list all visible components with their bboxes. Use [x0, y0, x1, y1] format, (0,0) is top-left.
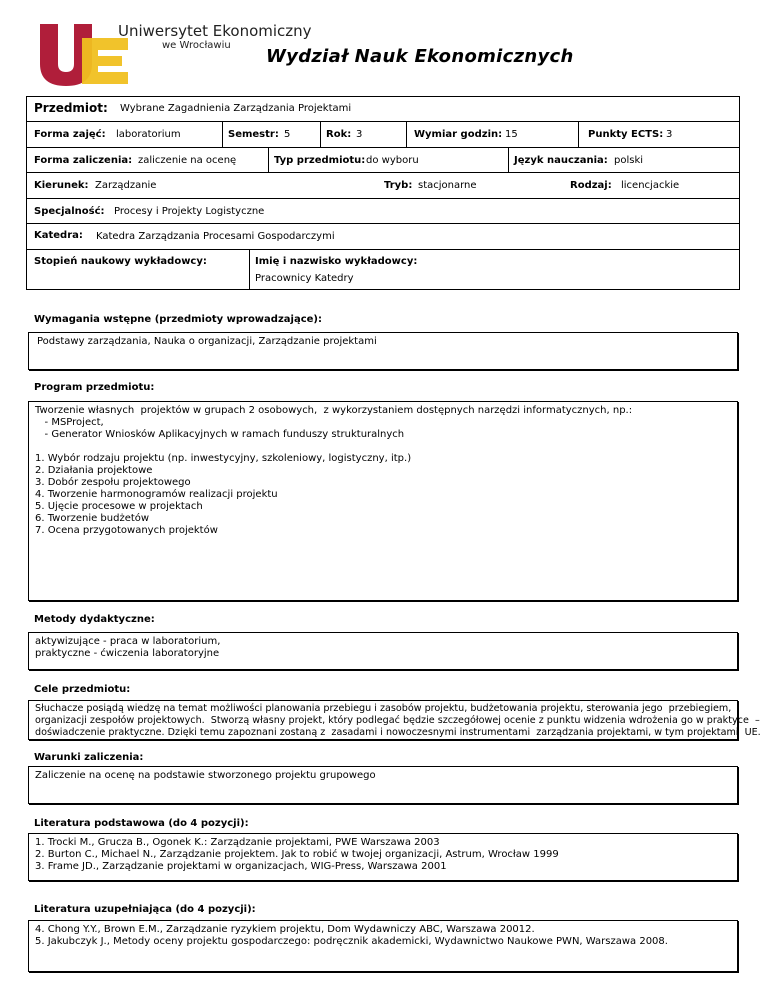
program-line: - MSProject, — [35, 417, 104, 428]
ue-logo — [38, 20, 130, 88]
subject-label: Przedmiot: — [34, 101, 108, 115]
hours-value: 15 — [505, 129, 518, 140]
mode-label: Tryb: — [384, 180, 413, 191]
lit-basic-box — [28, 833, 738, 881]
lecturer-name-label: Imię i nazwisko wykładowcy: — [255, 256, 418, 267]
program-line: 2. Działania projektowe — [35, 465, 153, 476]
type-label: Typ przedmiotu: — [274, 155, 366, 166]
program-line: 3. Dobór zespołu projektowego — [35, 477, 191, 488]
prereq-text: Podstawy zarządzania, Nauka o organizacji, Zarządzanie projektami — [37, 336, 377, 347]
semester-label: Semestr: — [228, 129, 279, 140]
lit-basic-item: 1. Trocki M., Grucza B., Ogonek K.: Zarządzanie projektami, PWE Warszawa 2003 — [35, 837, 440, 848]
methods-title: Metody dydaktyczne: — [34, 614, 155, 625]
university-city: we Wrocławiu — [162, 40, 231, 51]
methods-line: praktyczne - ćwiczenia laboratoryjne — [35, 648, 220, 659]
methods-box — [28, 632, 738, 670]
program-line: 1. Wybór rodzaju projektu (np. inwestycyjny, szkoleniowy, logistyczny, itp.) — [35, 453, 412, 464]
program-line: 5. Ujęcie procesowe w projektach — [35, 501, 203, 512]
subject-value: Wybrane Zagadnienia Zarządzania Projektami — [120, 103, 352, 114]
conditions-box — [28, 766, 738, 804]
goals-line: Słuchacze posiądą wiedzę na temat możliwości planowania przebiegu i zasobów projektu, budżetowania projektu, sterowania jego przebiegiem, — [35, 703, 732, 714]
lit-extra-title: Literatura uzupełniająca (do 4 pozycji): — [34, 904, 256, 915]
lecturer-name-value: Pracownicy Katedry — [255, 273, 354, 284]
program-box — [28, 401, 738, 601]
assessment-value: zaliczenie na ocenę — [138, 155, 237, 166]
lit-extra-item: 4. Chong Y.Y., Brown E.M., Zarządzanie ryzykiem projektu, Dom Wydawniczy ABC, Warszawa 20012. — [35, 924, 535, 935]
faculty-title: Wydział Nauk Ekonomicznych — [266, 46, 574, 67]
kind-value: licencjackie — [621, 180, 680, 191]
program-line: 4. Tworzenie harmonogramów realizacji projektu — [35, 489, 278, 500]
program-line: - Generator Wniosków Aplikacyjnych w ramach funduszy strukturalnych — [35, 429, 405, 440]
degree-label: Stopień naukowy wykładowcy: — [34, 256, 207, 267]
direction-value: Zarządzanie — [95, 180, 157, 191]
department-label: Katedra: — [34, 230, 83, 241]
methods-line: aktywizujące - praca w laboratorium, — [35, 636, 221, 647]
conditions-text: Zaliczenie na ocenę na podstawie stworzonego projektu grupowego — [35, 770, 376, 781]
semester-value: 5 — [284, 129, 291, 140]
program-line: 6. Tworzenie budżetów — [35, 513, 150, 524]
assessment-label: Forma zaliczenia: — [34, 155, 133, 166]
lit-basic-item: 2. Burton C., Michael N., Zarządzanie projektem. Jak to robić w twojej organizacji, Astrum, Wrocław 1999 — [35, 849, 559, 860]
program-title: Program przedmiotu: — [34, 382, 155, 393]
language-label: Język nauczania: — [514, 155, 608, 166]
hours-label: Wymiar godzin: — [414, 129, 503, 140]
language-value: polski — [614, 155, 644, 166]
kind-label: Rodzaj: — [570, 180, 612, 191]
lit-extra-box — [28, 920, 738, 972]
logo-letter-e — [82, 38, 128, 84]
goals-box — [28, 700, 761, 740]
type-value: do wyboru — [366, 155, 419, 166]
department-value: Katedra Zarządzania Procesami Gospodarczymi — [96, 231, 335, 242]
program-line: Tworzenie własnych projektów w grupach 2 osobowych, z wykorzystaniem dostępnych narzędzi informatycznych, np.: — [35, 405, 633, 416]
prereq-box — [28, 332, 738, 370]
year-label: Rok: — [326, 129, 352, 140]
prereq-title: Wymagania wstępne (przedmioty wprowadzające): — [34, 314, 322, 325]
goals-line: doświadczenie praktyczne. Dzięki temu zapoznani zostaną z zasadami i nowoczesnymi instrumentami zarządzania projektami, w tym projektami UE. — [35, 727, 761, 738]
lit-basic-title: Literatura podstawowa (do 4 pozycji): — [34, 818, 249, 829]
goals-title: Cele przedmiotu: — [34, 684, 131, 695]
form-value: laboratorium — [116, 129, 181, 140]
ects-value: 3 — [666, 129, 673, 140]
program-line — [35, 441, 632, 453]
lit-basic-item: 3. Frame JD., Zarządzanie projektami w organizacjach, WIG-Press, Warszawa 2001 — [35, 861, 447, 872]
conditions-title: Warunki zaliczenia: — [34, 752, 144, 763]
mode-value: stacjonarne — [418, 180, 477, 191]
form-label: Forma zajęć: — [34, 129, 106, 140]
lit-extra-item: 5. Jakubczyk J., Metody oceny projektu gospodarczego: podręcznik akademicki, Wydawnictwo Naukowe PWN, Warszawa 2008. — [35, 936, 668, 947]
program-line: 7. Ocena przygotowanych projektów — [35, 525, 218, 536]
specialty-label: Specjalność: — [34, 206, 105, 217]
university-name: Uniwersytet Ekonomiczny — [118, 22, 312, 40]
ects-label: Punkty ECTS: — [588, 129, 664, 140]
direction-label: Kierunek: — [34, 180, 89, 191]
goals-line: organizacji zespołów projektowych. Stworzą własny projekt, który podlegać będzie szczegółowej ocenie z punktu widzenia wdrożenia go w praktyce – — [35, 715, 760, 726]
specialty-value: Procesy i Projekty Logistyczne — [114, 206, 265, 217]
year-value: 3 — [356, 129, 363, 140]
